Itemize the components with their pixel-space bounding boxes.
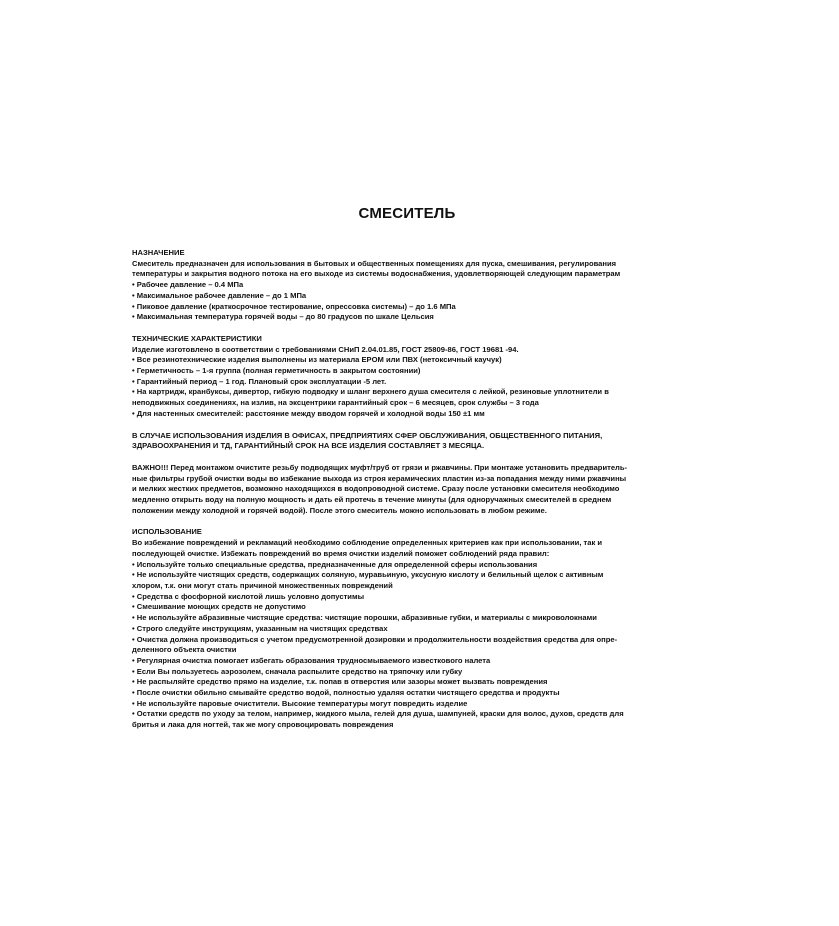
list-item: • После очистки обильно смывайте средство водой, полностью удаляя остатки чистящего средства и продукты	[132, 688, 560, 698]
list-item: • Смешивание моющих средств не допустимо	[132, 602, 306, 612]
list-item: • Строго следуйте инструкциям, указанным на чистящих средствах	[132, 623, 388, 633]
list-item: • Рабочее давление – 0.4 МПа	[132, 280, 244, 290]
list-item: • Для настенных смесителей: расстояние между вводом горячей и холодной воды 150 ±1 мм	[132, 408, 485, 418]
list-item: • Все резинотехнические изделия выполнены из материала EPOM или ПВХ (нетоксичный каучук)	[132, 355, 502, 365]
text-line: Изделие изготовлено в соответствии с требованиями СНиП 2.04.01.85, ГОСТ 25809-86, ГОСТ 19681 -94.	[132, 344, 519, 354]
section-usage	[132, 527, 682, 730]
list-item: • Регулярная очистка помогает избегать образования трудносмываемого известкового налета	[132, 655, 491, 665]
text-line: деленного объекта очистки	[132, 645, 237, 655]
text-line: температуры и закрытия водного потока на его выходе из системы водоснабжения, удовлетворяющей следующим параметрам	[132, 269, 621, 279]
text-line: неподвижных соединениях, на излив, на эксцентрики гарантийный срок – 6 месяцев, срок службы – 3 года	[132, 398, 539, 408]
section-warranty-notice	[132, 431, 682, 452]
list-item: • Не распыляйте средство прямо на изделие, т.к. попав в отверстия или зазоры может вызвать повреждения	[132, 677, 548, 687]
section-purpose	[132, 248, 682, 323]
section-heading-purpose: НАЗНАЧЕНИЕ	[132, 248, 185, 257]
list-item: • Максимальная температура горячей воды – до 80 градусов по шкале Цельсия	[132, 312, 434, 322]
important-text	[132, 463, 682, 517]
list-item: • Не используйте паровые очистители. Высокие температуры могут повредить изделие	[132, 698, 468, 708]
text-line: ные фильтры грубой очистки воды во избежание выхода из строя керамических пластин из-за попадания между ними ржавчины	[132, 473, 627, 483]
text-line: В СЛУЧАЕ ИСПОЛЬЗОВАНИЯ ИЗДЕЛИЯ В ОФИСАХ, ПРЕДПРИЯТИЯХ СФЕР ОБСЛУЖИВАНИЯ, ОБЩЕСТВЕННОГО ПИТАНИЯ,	[132, 430, 603, 440]
list-item: • Не используйте абразивные чистящие средства: чистящие порошки, абразивные губки, и материалы с микроволокнами	[132, 613, 597, 623]
document	[132, 205, 682, 742]
text-line: последующей очистке. Избежать повреждений во время очистки изделий поможет соблюдений ряда правил:	[132, 548, 550, 558]
list-item: • Гарантийный период – 1 год. Плановый срок эксплуатации -5 лет.	[132, 376, 387, 386]
purpose-text	[132, 259, 682, 323]
text-line: хлором, т.к. они могут стать причиной множественных повреждений	[132, 580, 393, 590]
list-item: • Герметичность – 1-я группа (полная герметичность в закрытом состоянии)	[132, 366, 421, 376]
section-specs	[132, 334, 682, 420]
section-important	[132, 463, 682, 517]
warranty-text	[132, 431, 682, 452]
text-line: бритья и лака для ногтей, так же могу спровоцировать повреждения	[132, 720, 394, 730]
text-line: и мелких жестких предметов, возможно находящихся в водопроводной системе. Сразу после установки смесителя необходимо	[132, 484, 620, 494]
specs-text	[132, 345, 682, 420]
list-item: • Не используйте чистящих средств, содержащих соляную, муравьиную, уксусную кислоту и белильный щелок с активным	[132, 570, 604, 580]
document-title: СМЕСИТЕЛЬ	[358, 205, 456, 222]
list-item: • Средства с фосфорной кислотой лишь условно допустимы	[132, 591, 365, 601]
text-line: Смеситель предназначен для использования в бытовых и общественных помещениях для пуска, смешивания, регулирования	[132, 258, 617, 268]
list-item: • Пиковое давление (краткосрочное тестирование, опрессовка системы) – до 1.6 МПа	[132, 301, 456, 311]
list-item: • Используйте только специальные средства, предназначенные для определенной сферы использования	[132, 559, 538, 569]
text-line: Во избежание повреждений и рекламаций необходимо соблюдение определенных критериев как при использовании, так и	[132, 538, 603, 548]
section-heading-specs: ТЕХНИЧЕСКИЕ ХАРАКТЕРИСТИКИ	[132, 333, 262, 343]
list-item: • Остатки средств по уходу за телом, например, жидкого мыла, гелей для душа, шампуней, краски для волос, духов, средств для	[132, 709, 624, 719]
list-item: • Очистка должна производиться с учетом предусмотренной дозировки и продолжительности воздействия средства для опре-	[132, 634, 618, 644]
list-item: • Максимальное рабочее давление – до 1 МПа	[132, 290, 307, 300]
text-line: медленно открыть воду на полную мощность и дать ей протечь в течение минуты (для одноручажных смесителей в среднем	[132, 495, 612, 505]
usage-text	[132, 538, 682, 731]
section-heading-usage: ИСПОЛЬЗОВАНИЕ	[132, 527, 202, 537]
text-line: положении между холодной и горячей водой). После этого смеситель можно использовать в любом режиме.	[132, 505, 547, 515]
list-item: • Если Вы пользуетесь аэрозолем, сначала распылите средство на тряпочку или губку	[132, 666, 463, 676]
text-line: ВАЖНО!!! Перед монтажом очистите резьбу подводящих муфт/труб от грязи и ржавчины. При монтаже установить предваритель-	[132, 462, 628, 472]
list-item: • На картридж, кранбуксы, дивертор, гибкую подводку и шланг верхнего душа смесителя с лейкой, резиновые уплотнители в	[132, 387, 609, 397]
text-line: ЗДРАВООХРАНЕНИЯ И ТД, ГАРАНТИЙНЫЙ СРОК НА ВСЕ ИЗДЕЛИЯ СОСТАВЛЯЕТ 3 МЕСЯЦА.	[132, 441, 485, 451]
